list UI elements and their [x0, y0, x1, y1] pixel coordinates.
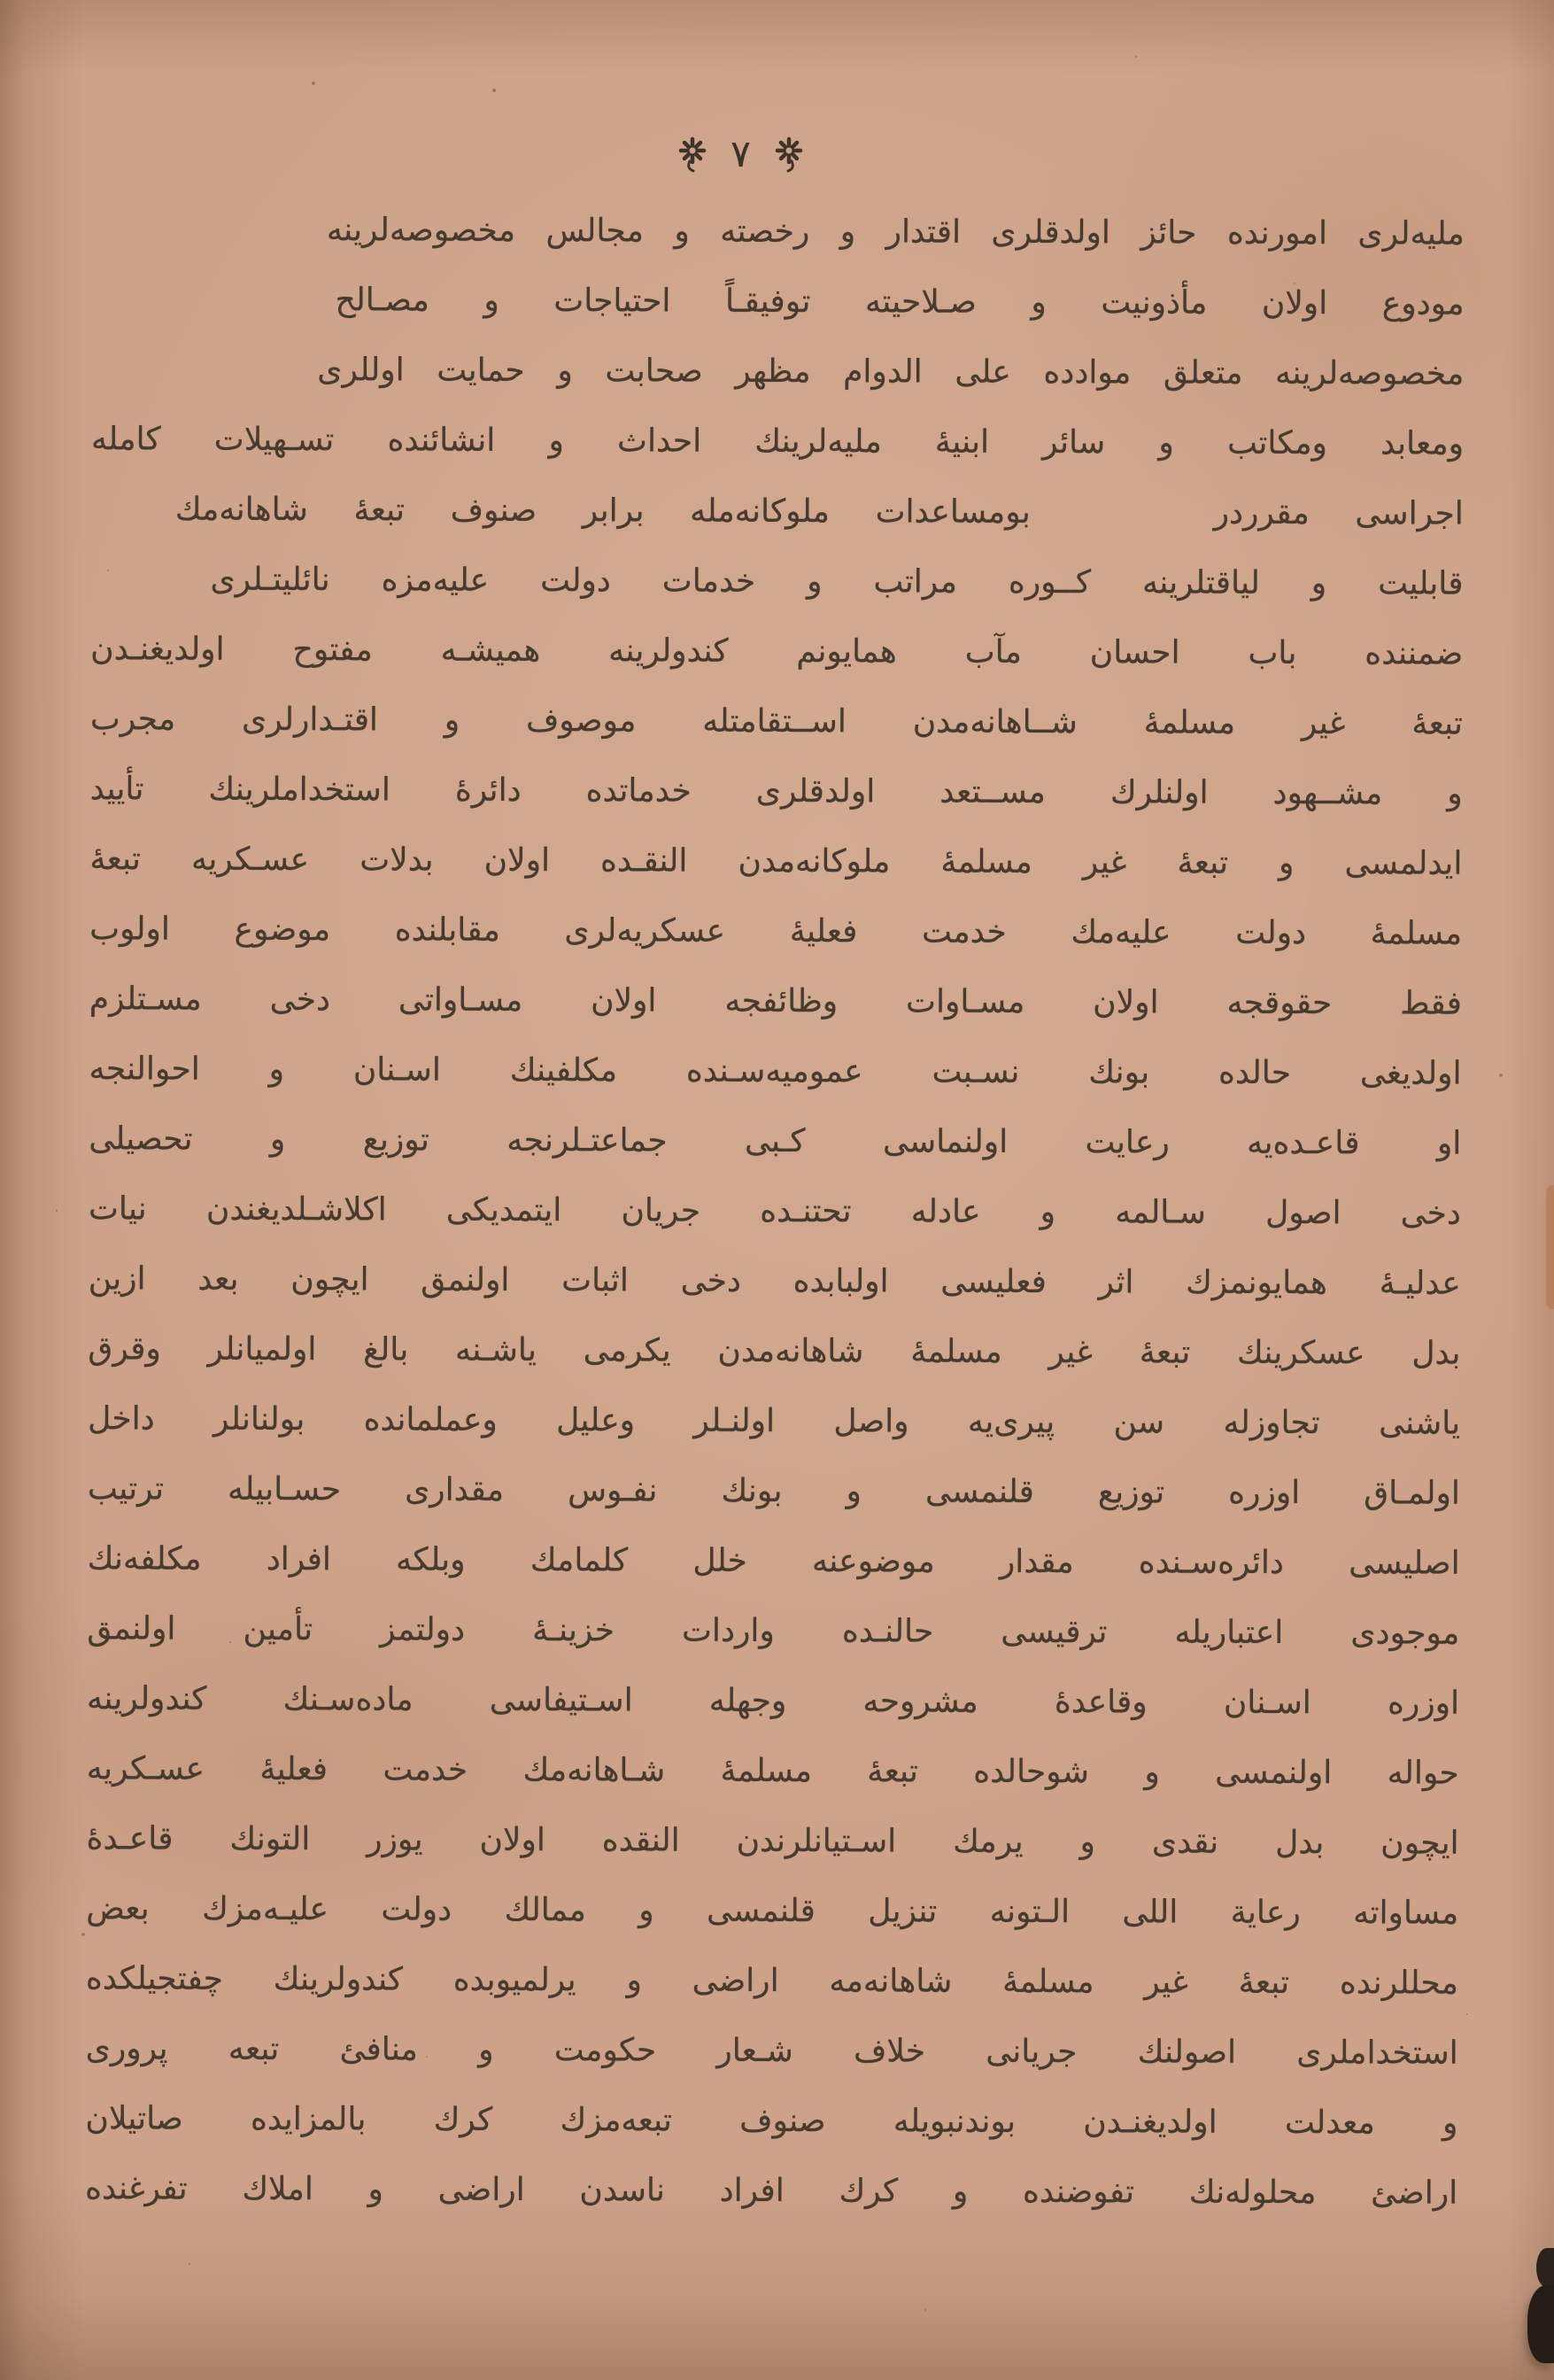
page-number: ٧ — [731, 132, 751, 175]
text-line: اراضئ محلوله‌نك تفوضنده و کرك افراد ناسدن اراضی و املاك تفرغنده — [85, 2170, 1458, 2212]
text-line: فقط حقوقجه اولان مسـاوات وظائفجه اولان مسـاواتی دخی مسـتلزم — [89, 981, 1462, 1022]
text-line: یاشنی تجاوزله سن پیری‌یه واصل اولنـلر وعلیل وعملمانده بولنانلر داخل — [88, 1400, 1461, 1442]
text-line: اولمـاق اوزره توزیع قلنمسی و بونك نفـوس مقداری حسـابیله ترتیب — [87, 1470, 1460, 1512]
paper-specks — [0, 0, 4, 4]
text-line: حواله اولنمسی و شوحالده تبعۀ مسلمۀ شـاهانه‌مك خدمت فعلیۀ عسـکریه — [86, 1750, 1459, 1792]
text-line: مودوع اولان مأذونیت و صـلاحیته توفیقـاً احتیاجات و مصـالح — [335, 282, 1465, 322]
text-line: مسلمۀ دولت علیه‌مك خدمت فعلیۀ عسکریه‌لری مقابلنده موضوع اولوب — [89, 911, 1463, 952]
text-line: و معدلت اولدیغنـدن بوندنبویله صنوف تبعه‌مزك کرك بالمزایده صاتیلان — [85, 2100, 1458, 2142]
text-line: اوزره اسـنان وقاعدۀ مشروحه وجهله اسـتیفاسی ماده‌سـنك کندولرینه — [87, 1680, 1460, 1722]
text-line: ضمننده باب احسان مآب همایونم کندولرینه همیشـه مفتوح اولدیغنـدن — [90, 631, 1464, 672]
ink-smudge — [1527, 2285, 1554, 2363]
text-line: بدل عسکرینك تبعۀ غیر مسلمۀ شاهانه‌مدن یکرمی یاشـنه بالغ اولمیانلر وقرق — [88, 1330, 1461, 1372]
text-line: محللرنده تبعۀ غیر مسلمۀ شاهانه‌مه اراضی و یرلمیوبده کندولرینك چفتجیلكده — [85, 1960, 1459, 2002]
text-line: مساواته رعایة اللی الـتونه تنزیل قلنمسی و ممالك دولت علیـه‌مزك بعض — [86, 1890, 1459, 1932]
text-line: تبعۀ غیر مسلمۀ شــاهانه‌مدن اســتقامتله موصوف و اقتـدارلری مجرب — [89, 701, 1463, 742]
text-line: ایدلمسی و تبعۀ غیر مسلمۀ ملوکانه‌مدن النقـده اولان بدلات عسـکریه تبعۀ — [89, 841, 1463, 882]
text-line: ایچون بدل نقدی و یرمك اسـتیانلرندن النقده اولان یوزر التونك قاعـدۀ — [86, 1820, 1459, 1862]
ink-smudge — [1536, 2248, 1554, 2287]
rosette-icon — [772, 135, 806, 174]
text-line: مخصوصه‌لرینه متعلق موادده علی الدوام مظهر صحابت و حمایت اوللری — [317, 352, 1465, 392]
text-line: اولدیغی حالده بونك نسـبت عمومیه‌سـنده مکلفینك اسـنان و احوالنجه — [89, 1050, 1462, 1092]
edge-stain — [1546, 1185, 1554, 1309]
text-line: و مشــهود اولنلرك مســتعد اولدقلری خدماتده دائرۀ استخداملرینك تأیید — [89, 771, 1463, 812]
text-line: او قاعـده‌یه رعایت اولنماسی كـبی جماعتـلرنجه توزیع و تحصیلی — [89, 1120, 1462, 1162]
rosette-icon — [676, 135, 709, 174]
page-header — [0, 132, 1518, 175]
body-text — [85, 194, 1465, 2228]
text-line: ومعابد ومکاتب و سائر ابنیۀ ملیه‌لرینك احداث و انشائنده تسـهیلات کامله — [90, 421, 1465, 462]
text-line: ملیه‌لری امورنده حائز اولدقلری اقتدار و رخصته و مجالس مخصوصه‌لرینه — [326, 212, 1465, 252]
text-line: اجراسی مقرردر بومساعدات ملوکانه‌مله برابر صنوف تبعۀ شاهانه‌مك — [174, 491, 1464, 532]
text-line: اصلیسی دائره‌سـنده مقدار موضوعنه خلل کلمامك وبلکه افراد مکلفه‌نك — [87, 1540, 1460, 1582]
text-line: موجودی اعتباریله ترقیسی حالنـده واردات خزینـۀ دولتمز تأمین اولنمق — [87, 1610, 1460, 1652]
text-line: عدلیـۀ همایونمزك اثر فعلیسی اولبابده دخی اثبات اولنمق ایچون بعد ازین — [88, 1260, 1461, 1302]
text-line: قابلیت و لیاقتلرینه كــوره مراتب و خدمات دولت علیه‌مزه نائلیتـلری — [210, 561, 1464, 602]
text-line: استخداملری اصولنك جریانی خلاف شـعار حکومت و منافئ تبعه پروری — [85, 2030, 1458, 2072]
text-line: دخی اصول سـالمه و عادله تحتنـده جریان ایتمدیکی اکلاشـلدیغندن نیات — [88, 1190, 1462, 1232]
